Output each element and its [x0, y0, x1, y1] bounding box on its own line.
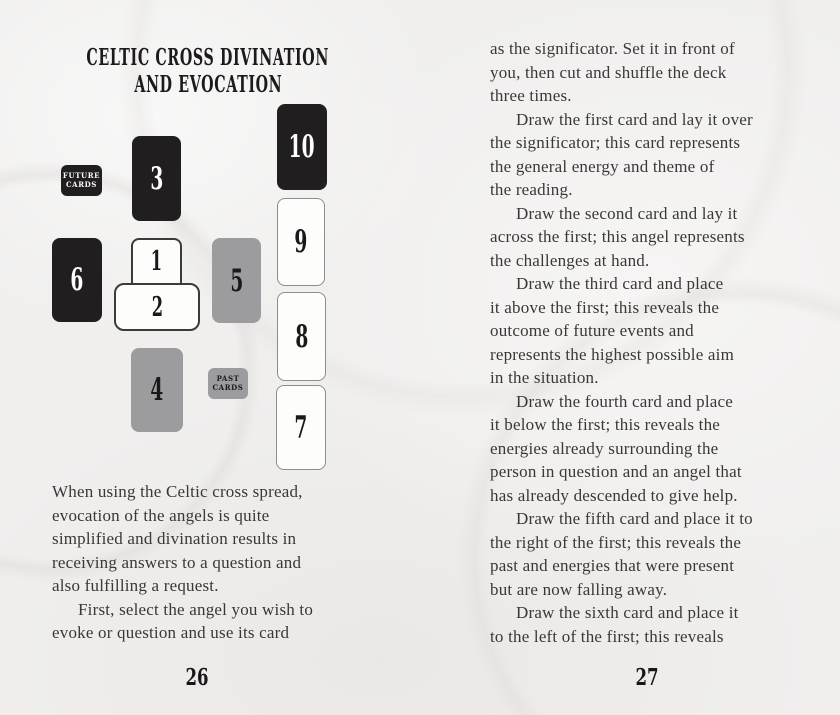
text-line: Draw the fourth card and place: [516, 391, 733, 411]
text-line: person in question and an angel that: [490, 462, 742, 481]
page-title-line2: AND EVOCATION: [134, 71, 282, 98]
spread-card-8: [277, 292, 326, 381]
text-line: evoke or question and use its card: [52, 623, 290, 642]
future-cards-label: [61, 165, 102, 196]
text-line: Draw the first card and lay it over: [516, 109, 753, 129]
text-line: three times.: [490, 86, 572, 105]
text-line: it below the first; this reveals the: [490, 415, 721, 434]
past-cards-label: [208, 368, 248, 399]
left-page-number: 26: [185, 664, 209, 691]
card-4-number: 4: [150, 372, 164, 408]
spread-card-10: [277, 104, 327, 190]
spread-card-4: [131, 348, 183, 432]
text-line: the right of the first; this reveals the: [490, 532, 742, 552]
text-line: Draw the fifth card and place it to: [516, 509, 753, 528]
card-10-number: 10: [289, 129, 315, 165]
card-6-number: 6: [70, 262, 84, 298]
text-line: across the first; this angel represents: [490, 227, 745, 246]
text-line: also fulfilling a request.: [52, 576, 219, 595]
past-cards-label-line1: PAST: [216, 374, 240, 383]
text-line: it above the first; this reveals the: [490, 297, 720, 317]
text-line: has already descended to give help.: [490, 485, 738, 505]
card-9-number: 9: [294, 224, 308, 260]
text-line: receiving answers to a question and: [52, 552, 302, 572]
text-line: in the situation.: [490, 368, 599, 387]
right-page-number: 27: [635, 664, 659, 691]
spread-card-7: [276, 385, 326, 470]
spread-card-6: [52, 238, 102, 322]
past-cards-label-line2: CARDS: [212, 382, 244, 392]
text-line: past and energies that were present: [490, 556, 735, 575]
spread-card-3: [132, 136, 181, 221]
future-cards-label-line1: FUTURE: [62, 171, 101, 180]
text-line: represents the highest possible aim: [490, 344, 735, 364]
card-1-number: 1: [150, 246, 163, 277]
spread-card-5: [212, 238, 261, 323]
left-page-paragraphs: [52, 480, 382, 645]
spread-card-9: [277, 198, 325, 286]
text-line: When using the Celtic cross spread,: [52, 482, 303, 501]
text-line: energies already surrounding the: [490, 438, 719, 458]
card-2-number: 2: [151, 291, 163, 323]
text-line: to the left of the first; this reveals: [490, 626, 724, 646]
card-3-number: 3: [150, 160, 163, 197]
text-line: the reading.: [490, 180, 573, 199]
text-line: Draw the second card and lay it: [516, 203, 738, 223]
text-line: Draw the third card and place: [516, 274, 724, 293]
card-7-number: 7: [294, 409, 308, 446]
card-5-number: 5: [230, 262, 243, 299]
text-line: the general energy and theme of: [490, 156, 715, 176]
text-line: First, select the angel you wish to: [78, 599, 314, 619]
right-page-paragraphs: [490, 37, 820, 648]
spread-card-2: [114, 283, 200, 331]
card-8-number: 8: [295, 318, 308, 355]
text-line: the significator; this card represents: [490, 133, 741, 152]
text-line: evocation of the angels is quite: [52, 505, 270, 525]
text-line: as the significator. Set it in front of: [490, 39, 735, 58]
future-cards-label-line2: CARDS: [66, 179, 97, 189]
text-line: Draw the sixth card and place it: [516, 603, 739, 622]
text-line: you, then cut and shuffle the deck: [490, 62, 727, 82]
page-title-line1: CELTIC CROSS DIVINATION: [86, 44, 330, 71]
text-line: but are now falling away.: [490, 579, 668, 599]
text-line: simplified and divination results in: [52, 529, 297, 548]
text-line: outcome of future events and: [490, 321, 694, 340]
text-line: the challenges at hand.: [490, 250, 650, 270]
page-title: [0, 44, 416, 98]
